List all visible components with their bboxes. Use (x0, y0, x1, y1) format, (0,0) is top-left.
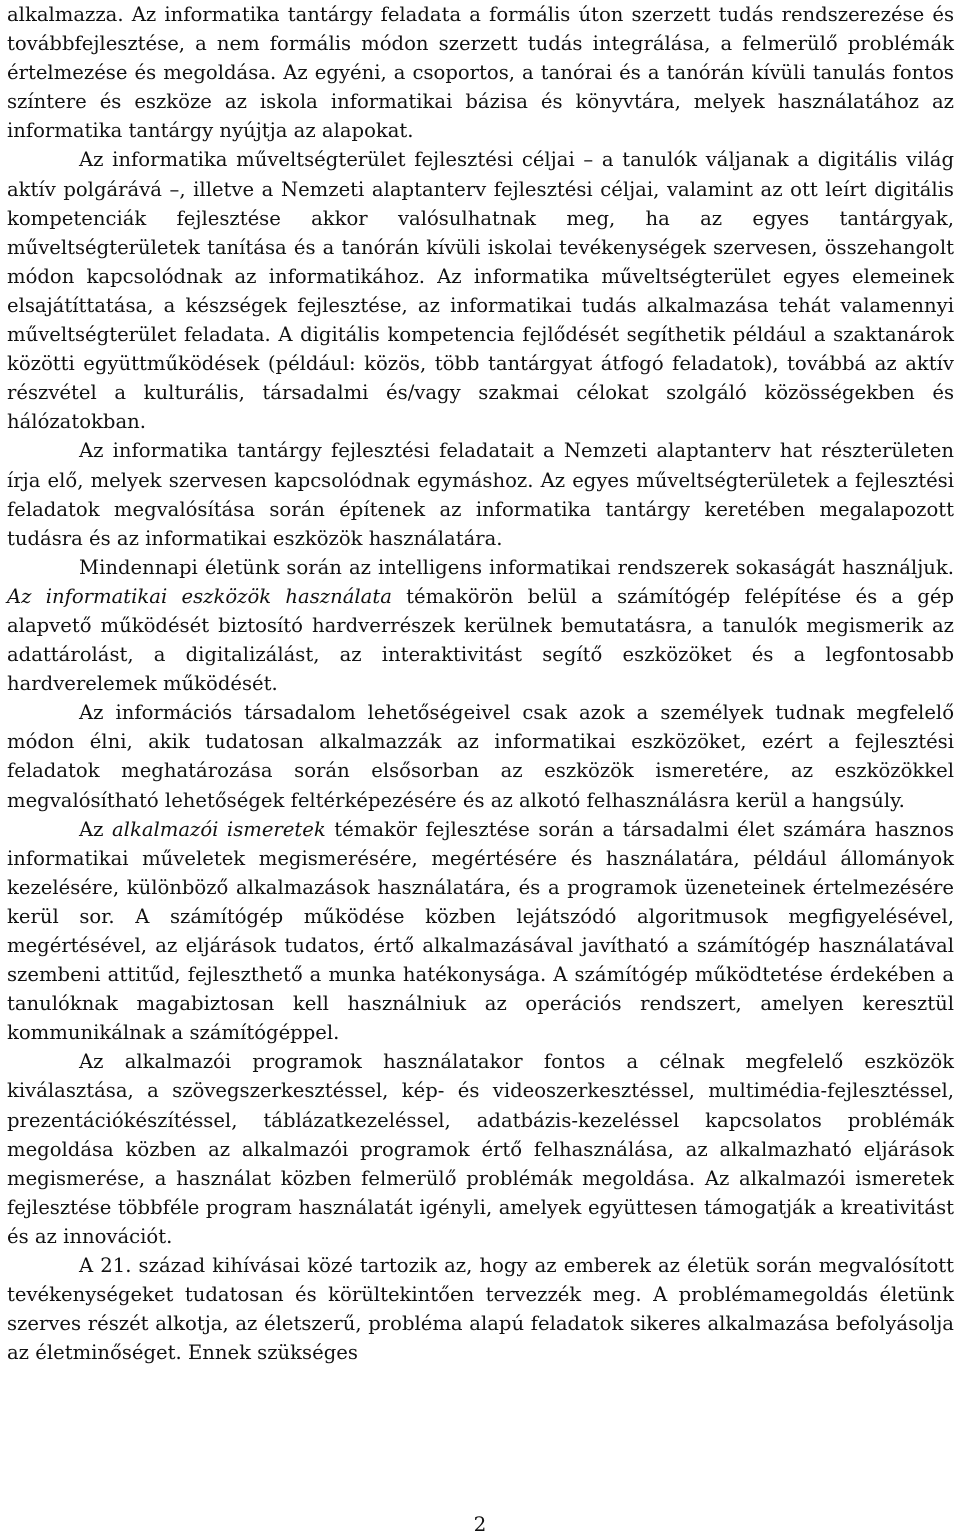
text-run: Az informatika műveltségterület fejlesztési céljai – a tanulók váljanak a digitális világ aktív polgárává –, illetve a Nemzeti alaptanterv fejlesztési céljai, valamint az ott leírt digitális kompetenciák fejlesztése akkor valósulhatnak meg, ha az egyes tantárgyak, műveltségterületek tanítása és a tanórán kívüli iskolai tevékenységek szervesen, összehangolt módon kapcsolódnak az informatikához. Az informatika műveltségterület egyes elemeinek elsajátíttatása, a készségek fejlesztése, az informatikai tudás alkalmazása tehát valamennyi műveltségterület feladata. A digitális kompetencia fejlődését segíthetik például a szaktanárok közötti együttműködések (például: közös, több tantárgyat átfogó feladatok), továbbá az aktív részvétel a kulturális, társadalmi és/vagy szakmai célokat szolgáló közösségekben és hálózatokban. (7, 148, 954, 434)
paragraph (7, 436, 954, 552)
text-run: témakör fejlesztése során a társadalmi élet számára hasznos informatikai műveletek megismerésére, megértésére és használatára, például állományok kezelésére, különböző alkalmazások használatára, és a programok üzeneteinek értelmezésére kerül sor. A számítógép működése közben lejátszódó algoritmusok megfigyelésével, megértésével, az eljárások tudatos, értő alkalmazásával javítható a számítógép használatával szembeni attitűd, fejleszthető a munka hatékonysága. A számítógép működtetése érdekében a tanulóknak magabiztosan kell használniuk az operációs rendszert, amelyen keresztül kommunikálnak a számítógéppel. (7, 817, 954, 1045)
italic-text-run: alkalmazói ismeretek (112, 817, 326, 841)
text-run: Az alkalmazói programok használatakor fontos a célnak megfelelő eszközök kiválasztása, a szövegszerkesztéssel, kép- és videoszerkesztéssel, multimédia-fejlesztéssel, prezentációkészítéssel, táblázatkezeléssel, adatbázis-kezeléssel kapcsolatos problémák megoldása közben az alkalmazói programok értő felhasználása, az alkalmazható eljárások megismerése, a használat közben felmerülő problémák megoldása. Az alkalmazói ismeretek fejlesztése többféle program használatát igényli, amelyek együttesen támogatják a kreativitást és az innovációt. (7, 1050, 954, 1248)
text-run: Az információs társadalom lehetőségeivel csak azok a személyek tudnak megfelelő módon élni, akik tudatosan alkalmazzák az informatikai eszközöket, ezért a fejlesztési feladatok meghatározása során elsősorban az eszközök ismeretére, az eszközökkel megvalósítható lehetőségek feltérképezésére és az alkotó felhasználásra kerül a hangsúly. (7, 701, 954, 812)
paragraph (7, 1047, 954, 1251)
italic-text-run: Az informatikai eszközök használata (7, 584, 392, 608)
text-run: A 21. század kihívásai közé tartozik az, hogy az emberek az életük során megvalósított tevékenységeket tudatosan és körültekintően tervezzék meg. A problémamegoldás életünk szerves részét alkotja, az életszerű, probléma alapú feladatok sikeres alkalmazása befolyásolja az életminőséget. Ennek szükséges (7, 1254, 954, 1365)
paragraph (7, 1251, 954, 1367)
paragraph (7, 553, 954, 698)
text-run: alkalmazza. Az informatika tantárgy feladata a formális úton szerzett tudás rendszerezése és továbbfejlesztése, a nem formális módon szerzett tudás integrálása, a felmerülő problémák értelmezése és megoldása. Az egyéni, a csoportos, a tanórai és a tanórán kívüli tanulás fontos színtere és eszköze az iskola informatikai bázisa és könyvtára, melyek használatához az informatika tantárgy nyújtja az alapokat. (7, 3, 954, 143)
text-run: Az informatika tantárgy fejlesztési feladatait a Nemzeti alaptanterv hat részterületen írja elő, melyek szervesen kapcsolódnak egymáshoz. Az egyes műveltségterületek a fejlesztési feladatok megvalósítása során építenek az informatika tantárgy keretében megalapozott tudásra és az informatikai eszközök használatára. (7, 439, 954, 550)
text-run: témakörön belül a számítógép felépítése és a gép alapvető működését biztosító hardverrészek kerülnek bemutatásra, a tanulók megismerik az adattárolást, a digitalizálást, az interaktivitást segítő eszközöket és a legfontosabb hardverelemek működését. (7, 584, 954, 696)
text-run: Mindennapi életünk során az intelligens informatikai rendszerek sokaságát használjuk. (79, 555, 954, 579)
page-number: 2 (473, 1512, 487, 1536)
paragraph (7, 815, 954, 1048)
text-run: Az (79, 817, 112, 841)
paragraph (7, 0, 954, 145)
paragraph (7, 145, 954, 436)
paragraph (7, 698, 954, 814)
document-body (7, 0, 954, 1367)
